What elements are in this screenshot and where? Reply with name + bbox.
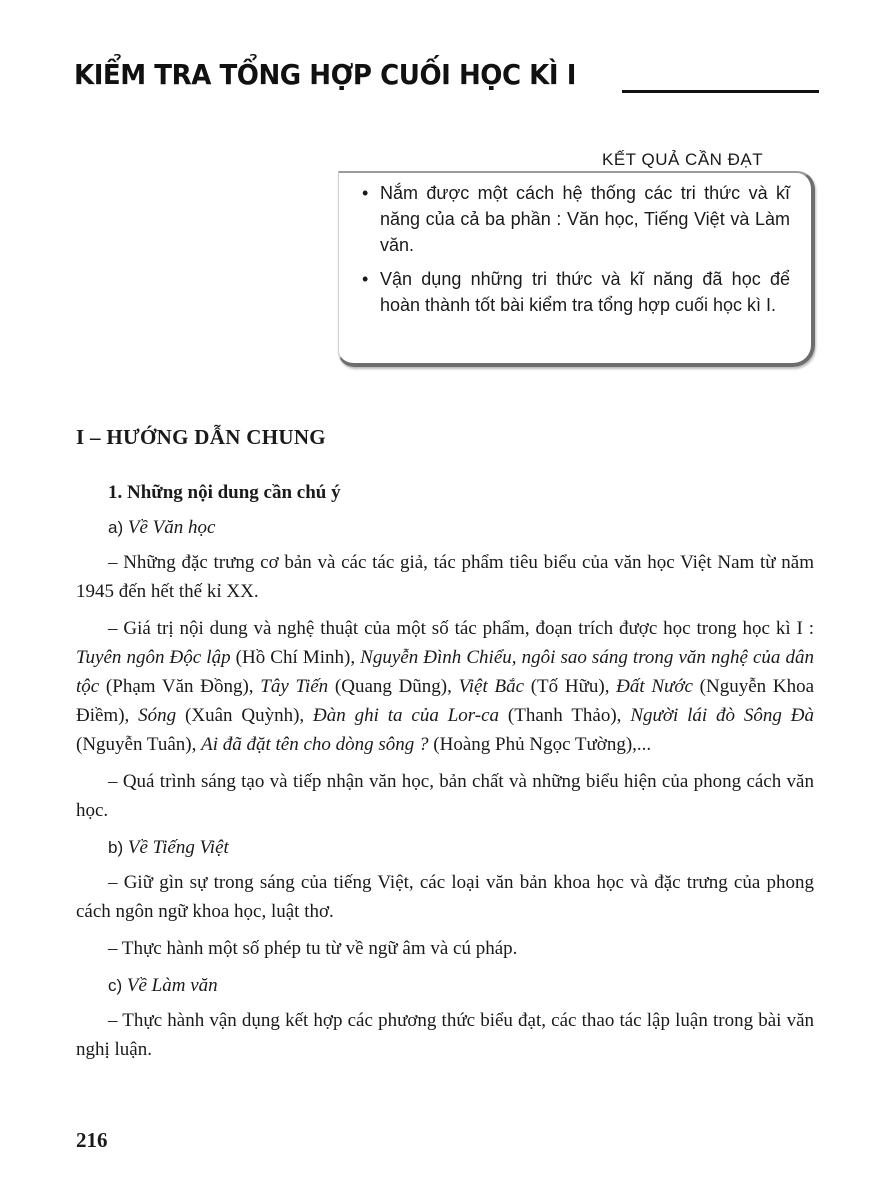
work-title: Nguyễn Đình Chiểu, ngôi sao sáng trong văn nghệ của dân tộc — [76, 647, 815, 697]
subsection-heading: 1. Những nội dung cần chú ý — [108, 482, 341, 503]
title-underline — [622, 90, 819, 93]
author: (Nguyễn Khoa Điềm), — [76, 676, 815, 726]
text-run: – Giá trị nội dung và nghệ thuật của một số tác phẩm, đoạn trích được học trong học kì I : — [108, 618, 814, 639]
author: (Nguyễn Tuân), — [76, 734, 202, 755]
paragraph: – Giữ gìn sự trong sáng của tiếng Việt, các loại văn bản khoa học và đặc trưng của phong cách ngôn ngữ khoa học, luật thơ. — [76, 872, 814, 922]
paragraph: – Thực hành một số phép tu từ về ngữ âm và cú pháp. — [108, 938, 518, 959]
page-number: 216 — [76, 1128, 108, 1152]
work-title: Đất Nước — [616, 676, 693, 697]
author: (Hồ Chí Minh), — [230, 647, 361, 668]
page-title: KIỂM TRA TỔNG HỢP CUỐI HỌC KÌ I — [74, 58, 576, 91]
work-title: Sóng — [138, 705, 177, 726]
category-writing — [76, 971, 814, 1000]
category-prefix: a) — [108, 518, 128, 537]
work-title: Người lái đò Sông Đà — [630, 705, 815, 726]
page-header — [74, 58, 819, 98]
section-title: I – HƯỚNG DẪN CHUNG — [76, 425, 326, 449]
objective-item: • Vận dụng những tri thức và kĩ năng đã học để hoàn thành tốt bài kiểm tra tổng hợp cuối học kì I. — [362, 266, 790, 318]
category-label: Về Tiếng Việt — [127, 837, 229, 858]
paragraph-works — [76, 614, 814, 759]
category-vietnamese — [76, 833, 814, 862]
category-label: Về Làm văn — [126, 975, 218, 996]
work-title: Tuyên ngôn Độc lập — [76, 647, 231, 668]
work-title: Ai đã đặt tên cho dòng sông ? — [201, 734, 429, 755]
paragraph: – Những đặc trưng cơ bản và các tác giả, tác phẩm tiêu biểu của văn học Việt Nam từ năm 1945 đến hết thế kỉ XX. — [76, 552, 814, 602]
author: (Hoàng Phủ Ngọc Tường),... — [428, 734, 652, 755]
author: (Thanh Thảo), — [499, 705, 631, 726]
author: (Xuân Quỳnh), — [176, 705, 314, 726]
section-body — [76, 478, 814, 1072]
category-label: Về Văn học — [127, 517, 216, 538]
work-title: Đàn ghi ta của Lor-ca — [313, 705, 500, 726]
category-prefix: c) — [108, 976, 127, 995]
author: (Phạm Văn Đồng), — [99, 676, 261, 697]
paragraph: – Quá trình sáng tạo và tiếp nhận văn học, bản chất và những biểu hiện của phong cách văn học. — [76, 771, 814, 821]
category-prefix: b) — [108, 838, 128, 857]
work-title: Tây Tiến — [260, 676, 329, 697]
work-title: Việt Bắc — [458, 676, 525, 697]
objectives-list — [362, 180, 790, 326]
paragraph: – Thực hành vận dụng kết hợp các phương thức biểu đạt, các thao tác lập luận trong bài văn nghị luận. — [76, 1010, 814, 1060]
objectives-heading: KẾT QUẢ CẦN ĐẠT — [598, 150, 767, 170]
category-literature — [76, 513, 814, 542]
author: (Quang Dũng), — [328, 676, 459, 697]
author: (Tố Hữu), — [524, 676, 617, 697]
objective-item: • Nắm được một cách hệ thống các tri thức và kĩ năng của cả ba phần : Văn học, Tiếng Việt và Làm văn. — [362, 180, 790, 258]
